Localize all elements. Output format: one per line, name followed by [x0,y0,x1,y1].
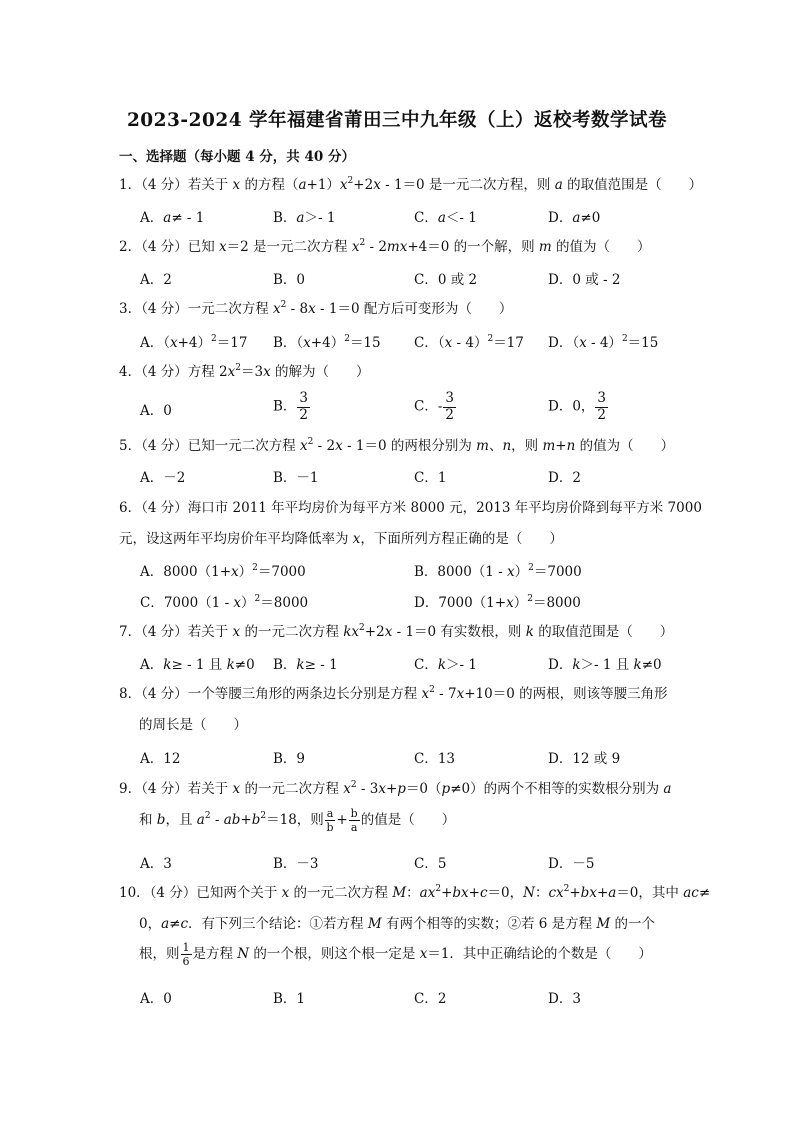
fraction: $\frac{1}{6}$ [182,941,190,968]
option-b[interactable]: B． $\frac{3}{2}$ [273,390,309,423]
option-b[interactable]: B．1 [273,991,306,1007]
question-1-stem: 1．（4 分）若关于 x 的方程$(a+1)x^2+2x - 1=0$ 是一元二次方程，则 a 的取值范围是（ ） [119,176,703,193]
question-9-line-1: 9．（4 分）若关于 x 的一元二次方程 $x^2 - 3x+p=0(p\ne 0)$的两个不相等的实数根分别为 a [119,780,672,797]
question-2-options [140,268,700,290]
option-a[interactable]: A．k≥ - 1 且 k≠0 [140,657,255,673]
question-6 [119,498,702,549]
fraction: $\frac{3}{2}$ [445,390,454,423]
question-7-stem: 7．（4 分）若关于 x 的一元二次方程 $kx^2+2x - 1=0$ 有实数根，则 k 的取值范围是（ ） [119,623,674,640]
option-c[interactable]: C．7000（1 - x）$^2$＝8000 [140,594,309,611]
question-7-options [140,653,700,675]
option-c[interactable]: C．k＞- 1 [414,657,477,673]
option-b[interactable]: B．$(x+4)^2=15$ [273,334,381,351]
option-b[interactable]: B．－3 [273,856,319,872]
option-a[interactable]: A．0 [140,403,172,419]
option-a[interactable]: A．$8000(1+x)^2=7000$ [140,563,306,580]
option-d[interactable]: D．3 [548,991,581,1007]
fraction: $\frac{a}{b}$ [326,807,334,834]
option-d[interactable]: D．0 或 - 2 [548,272,621,288]
question-4-options [140,392,700,428]
option-d[interactable]: D．k＞- 1 且 k≠0 [548,657,662,673]
option-c[interactable]: C．1 [414,470,447,486]
option-d[interactable]: D．a≠0 [548,210,601,226]
option-a[interactable]: A．a≠ - 1 [140,210,205,226]
question-6-line-2: 元，设这两年平均房价年平均降低率为 x，下面所列方程正确的是（ ） [119,531,563,547]
option-b[interactable]: B．0 [273,272,306,288]
question-8 [119,684,684,735]
fraction: $\frac{b}{a}$ [350,807,358,834]
option-a[interactable]: A．$(x+4)^2=17$ [140,334,248,351]
question-8-line-2: 的周长是（ ） [139,717,247,733]
question-4-stem: 4．（4 分）方程 $2x^2=3x$ 的解为（ ） [119,363,370,380]
option-b[interactable]: B．k≥ - 1 [273,657,338,673]
section-heading: 一、选择题（每小题 4 分，共 40 分） [119,149,355,165]
question-6-options-row-1 [140,560,700,582]
option-c[interactable]: C．5 [414,856,447,872]
option-a[interactable]: A．3 [140,856,172,872]
option-d[interactable]: D．0， $\frac{3}{2}$ [548,390,607,423]
question-3 [119,299,684,319]
option-a[interactable]: A．2 [140,272,172,288]
option-b[interactable]: B．a＞- 1 [273,210,336,226]
question-10 [119,883,711,968]
question-9-options [140,852,700,874]
option-a[interactable]: A．－2 [140,470,186,486]
option-c[interactable]: C．（x - 4）$^2$＝17 [414,334,524,351]
option-c[interactable]: C．0 或 2 [414,272,478,288]
question-8-line-1: 8．（4 分）一个等腰三角形的两条边长分别是方程 $x^2 - 7x+10=0$ 的两根，则该等腰三角形 [119,685,668,702]
question-9 [119,779,684,833]
question-5-options [140,466,700,488]
question-3-stem: 3．（4 分）一元二次方程 $x^2 - 8x - 1=0$ 配方后可变形为（ ） [119,300,513,317]
question-10-line-1: 10．（4 分）已知两个关于 x 的一元二次方程 M：$ax^2+bx+c=0$，N：$cx^2+bx+a=0$，其中 ac≠ [119,884,711,901]
option-d[interactable]: D．（x - 4）$^2$＝15 [548,334,659,351]
option-d[interactable]: D．$7000(1+x)^2=8000$ [414,594,581,611]
option-d[interactable]: D．12 或 9 [548,751,621,767]
option-b[interactable]: B．－1 [273,470,319,486]
fraction: $\frac{3}{2}$ [299,390,309,423]
option-c[interactable]: C．13 [414,751,456,767]
question-2-stem: 2．（4 分）已知 x＝2 是一元二次方程 $x^2 - 2mx+4=0$ 的一个解，则 m 的值为（ ） [119,238,651,255]
option-c[interactable]: C．a＜- 1 [414,210,477,226]
option-d[interactable]: D．2 [548,470,581,486]
question-5 [119,436,684,456]
question-3-options [140,331,700,353]
option-b[interactable]: B．9 [273,751,306,767]
fraction: $\frac{3}{2}$ [597,390,607,423]
option-d[interactable]: D．－5 [548,856,595,872]
question-7 [119,622,684,642]
question-6-options-row-2 [140,591,700,613]
question-5-stem: 5．（4 分）已知一元二次方程 $x^2 - 2x - 1=0$ 的两根分别为 m、n，则 m+n 的值为（ ） [119,437,675,454]
question-6-line-1: 6．（4 分）海口市 2011 年平均房价为每平方米 8000 元，2013 年平均房价降到每平方米 7000 [119,500,702,516]
page-title: 2023-2024 学年福建省莆田三中九年级（上）返校考数学试卷 [126,110,668,131]
question-10-line-3: 根，则 $\frac{1}{6}$ 是方程 N 的一个根，则这个根一定是 x＝1．其中正确结论的个数是（ ） [139,941,652,968]
question-10-options [140,987,700,1009]
option-a[interactable]: A．12 [140,751,181,767]
option-b[interactable]: B．8000（1 - x）$^2$＝7000 [414,563,582,580]
question-9-line-2: 和 b，且 $a^2 - ab+b^2=18$，则 $\frac{a}{b}$ + $\frac{b}{a}$ 的值是（ ） [139,807,456,834]
option-c[interactable]: C．2 [414,991,447,1007]
question-8-options [140,747,700,769]
question-1 [119,175,703,195]
question-2 [119,237,684,257]
option-a[interactable]: A．0 [140,991,172,1007]
question-1-options [140,206,700,228]
question-4 [119,362,684,382]
question-10-line-2: 0，a≠c．有下列三个结论：①若方程 M 有两个相等的实数；②若 6 是方程 M 的一个 [139,916,656,932]
option-c[interactable]: C．- $\frac{3}{2}$ [414,390,454,423]
